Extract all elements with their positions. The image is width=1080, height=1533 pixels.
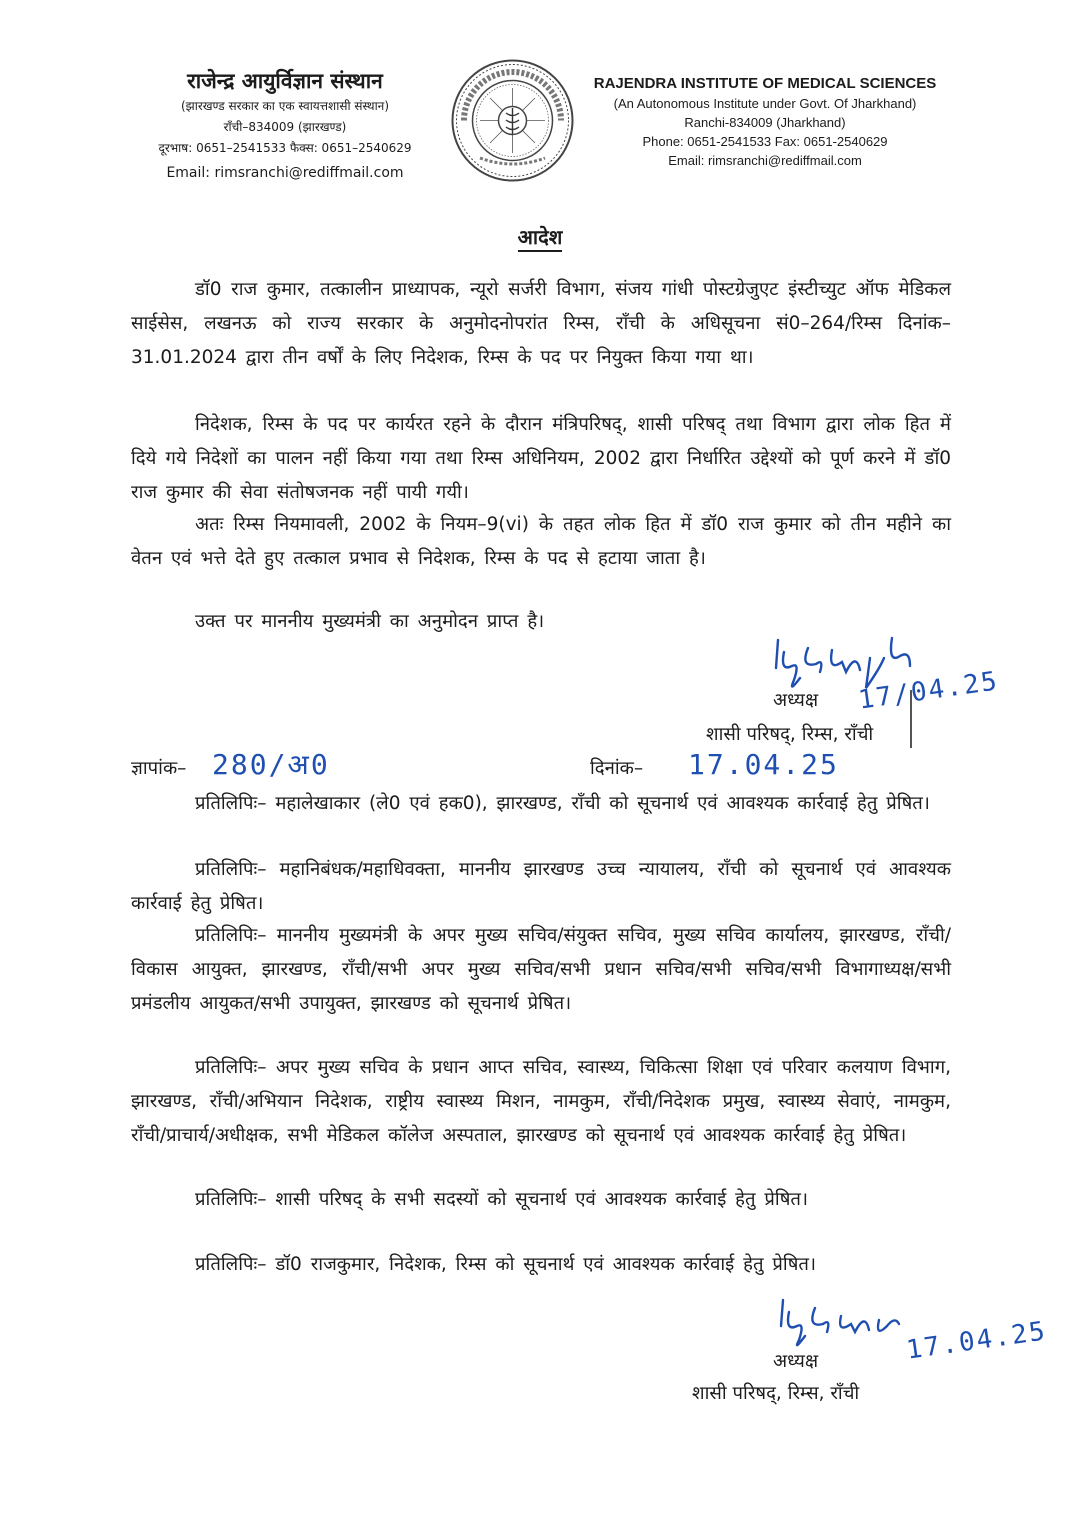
rims-seal-emblem-icon — [450, 58, 575, 183]
copy-to-text: प्रतिलिपिः– अपर मुख्य सचिव के प्रधान आप्त सचिव, स्वास्थ्य, चिकित्सा शिक्षा एवं परिवार कलयाण विभाग, झारखण्ड, राँची/अभियान निदेशक, राष्ट्रीय स्वास्थ्य मिशन, नामकुम, राँची/निदेशक प्रमुख, स्वास्थ्य सेवाएं, नामकुम, राँची/प्राचार्य/अधीक्षक, सभी मेडिकल कॉलेज अस्पताल, झारखण्ड को सूचनार्थ एवं आवश्यक कार्रवाई हेतु प्रेषित। — [131, 1057, 951, 1146]
signatory-office: शासी परिषद्, रिम्स, राँची — [706, 724, 874, 745]
institute-name-hindi: राजेन्द्र आयुर्विज्ञान संस्थान — [187, 69, 383, 93]
memo-date-label: दिनांक– — [590, 758, 644, 779]
order-title — [0, 222, 1080, 252]
paragraph-text: अतः रिम्स नियमावली, 2002 के नियम–9(vi) के तहत लोक हित में डॉ0 राज कुमार को तीन महीने का वेतन एवं भत्ते देते हुए तत्काल प्रभाव से निदेशक, रिम्स के पद से हटाया जाता है। — [131, 514, 952, 569]
memo-number-label: ज्ञापांक– — [131, 758, 187, 779]
signature-stroke — [908, 690, 914, 748]
institute-name-english: RAJENDRA INSTITUTE OF MEDICAL SCIENCES — [593, 75, 937, 92]
copy-to-item — [131, 919, 951, 1021]
handwritten-date-2: 17.04.25 — [904, 1316, 1049, 1366]
order-paragraph — [131, 508, 951, 576]
handwritten-date-1: 17/04.25 — [856, 666, 1001, 716]
copy-to-item — [131, 787, 951, 821]
institute-phone-hindi: दूरभाष: 0651–2541533 फैक्स: 0651–2540629 — [158, 141, 412, 155]
letterhead-english — [580, 74, 950, 170]
copy-to-text: प्रतिलिपिः– महालेखाकार (ले0 एवं हक0), झारखण्ड, राँची को सूचनार्थ एवं आवश्यक कार्रवाई हेतु प्रेषित। — [195, 793, 930, 814]
letterhead-hindi — [140, 66, 430, 185]
signatory-designation: अध्यक्ष — [773, 690, 819, 711]
institute-email-hindi: Email: rimsranchi@rediffmail.com — [166, 165, 404, 181]
copy-to-item — [131, 1248, 951, 1282]
copy-to-item — [131, 1051, 951, 1153]
institute-tagline-hindi: (झारखण्ड सरकार का एक स्वायत्तशासी संस्थान) — [180, 99, 390, 113]
memo-date-value: 17.04.25 — [688, 748, 839, 781]
institute-phone-english: Phone: 0651-2541533 Fax: 0651-2540629 — [642, 134, 888, 149]
memo-number-value: 280/अ0 — [212, 748, 330, 781]
institute-address-hindi: राँची–834009 (झारखण्ड) — [223, 120, 347, 134]
order-paragraph — [131, 273, 951, 375]
copy-to-item — [131, 853, 951, 921]
copy-to-text: प्रतिलिपिः– डॉ0 राजकुमार, निदेशक, रिम्स को सूचनार्थ एवं आवश्यक कार्रवाई हेतु प्रेषित। — [195, 1254, 816, 1275]
copy-to-text: प्रतिलिपिः– शासी परिषद् के सभी सदस्यों को सूचनार्थ एवं आवश्यक कार्रवाई हेतु प्रेषित। — [195, 1189, 808, 1210]
copy-to-text: प्रतिलिपिः– माननीय मुख्यमंत्री के अपर मुख्य सचिव/संयुक्त सचिव, मुख्य सचिव कार्यालय, झारखण्ड, राँची/विकास आयुक्त, झारखण्ड, राँची/सभी अपर मुख्य सचिव/सभी प्रधान सचिव/सभी सचिव/सभी विभागाध्यक्ष/सभी प्रमंडलीय आयुकत/सभी उपायुक्त, झारखण्ड को सूचनार्थ प्रेषित। — [131, 925, 951, 1014]
order-title-text: आदेश — [518, 225, 563, 252]
copy-to-item — [131, 1183, 951, 1217]
institute-tagline-english: (An Autonomous Institute under Govt. Of Jharkhand) — [613, 96, 917, 111]
signatory-designation: अध्यक्ष — [773, 1351, 819, 1372]
paragraph-text: उक्त पर माननीय मुख्यमंत्री का अनुमोदन प्राप्त है। — [195, 611, 545, 632]
institute-address-english: Ranchi-834009 (Jharkhand) — [684, 115, 846, 130]
copy-to-text: प्रतिलिपिः– महानिबंधक/महाधिवक्ता, माननीय झारखण्ड उच्च न्यायालय, राँची को सूचनार्थ एवं आवश्यक कार्रवाई हेतु प्रेषित। — [131, 859, 951, 914]
institute-email-english: Email: rimsranchi@rediffmail.com — [668, 153, 862, 168]
paragraph-text: निदेशक, रिम्स के पद पर कार्यरत रहने के दौरान मंत्रिपरिषद्, शासी परिषद् तथा विभाग द्वारा लोक हित में दिये गये निदेशों का पालन नहीं किया गया तथा रिम्स अधिनियम, 2002 द्वारा निर्धारित उद्देश्यों को पूर्ण करने में डॉ0 राज कुमार की सेवा संतोषजनक नहीं पायी गयी। — [131, 414, 951, 503]
order-paragraph — [131, 408, 951, 510]
paragraph-text: डॉ0 राज कुमार, तत्कालीन प्राध्यापक, न्यूरो सर्जरी विभाग, संजय गांधी पोस्टग्रेजुएट इंस्टीच्युट ऑफ मेडिकल साईसेस, लखनऊ को राज्य सरकार के अनुमोदनोपरांत रिम्स, राँची के अधिसूचना सं0–264/रिम्स दिनांक–31.01.2024 द्वारा तीन वर्षों के लिए निदेशक, रिम्स के पद पर नियुक्त किया गया था। — [131, 279, 952, 368]
signatory-office: शासी परिषद्, रिम्स, राँची — [692, 1383, 860, 1404]
